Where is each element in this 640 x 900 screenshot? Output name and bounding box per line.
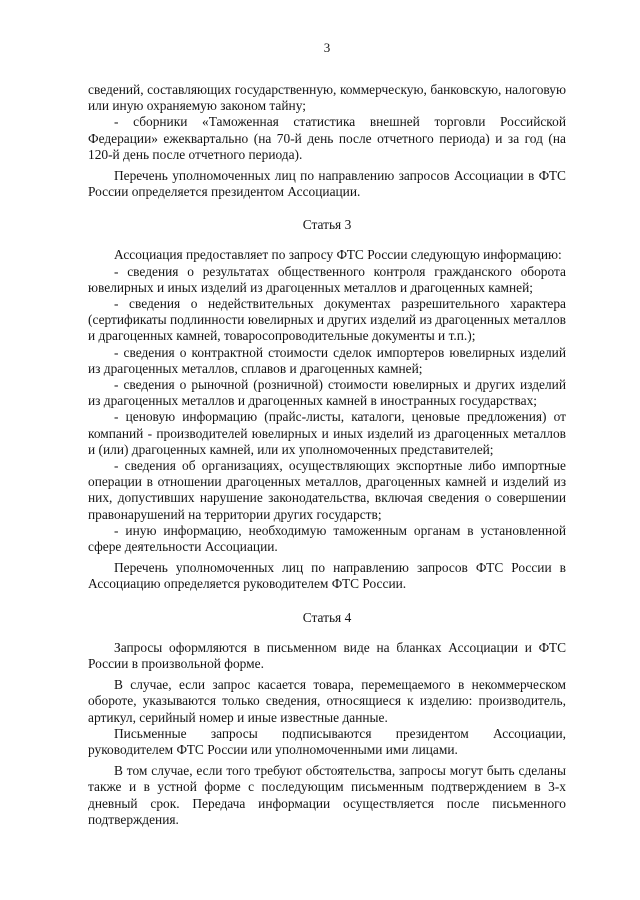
article-4-body bbox=[88, 640, 566, 828]
article-4-paragraph-oral-requests: В том случае, если того требуют обстоятельства, запросы могут быть сделаны также и в устной форме с последующим письменным подтверждением в 3-х дневный срок. Передача информации осуществляется после письменного подтверждения. bbox=[88, 763, 566, 827]
article-3-authorized-persons-fts: Перечень уполномоченных лиц по направлению запросов ФТС России в Ассоциацию определяется руководителем ФТС России. bbox=[88, 560, 566, 592]
article-3-item-market-value: - сведения о рыночной (розничной) стоимости ювелирных и других изделий из драгоценных металлов и драгоценных камней в иностранных государствах; bbox=[88, 377, 566, 409]
article-3-item-invalid-documents: - сведения о недействительных документах разрешительного характера (сертификаты подлинности ювелирных и других изделий из драгоценных металлов и драгоценных камней, товаросопроводительные документы и т.п.); bbox=[88, 296, 566, 344]
article-4-paragraph-signatures: Письменные запросы подписываются президентом Ассоциации, руководителем ФТС России или уполномоченными ими лицами. bbox=[88, 725, 566, 757]
article-3-item-price-info: - ценовую информацию (прайс-листы, каталоги, ценовые предложения) от компаний - производителей ювелирных и иных изделий из драгоценных металлов и (или) драгоценных камней, или их уполномоченных представителей; bbox=[88, 409, 566, 457]
page-number: 3 bbox=[323, 40, 331, 55]
article-3-heading: Статья 3 bbox=[302, 217, 352, 233]
article-3-item-contract-value: - сведения о контрактной стоимости сделок импортеров ювелирных изделий из драгоценных металлов, сплавов и драгоценных камней; bbox=[88, 344, 566, 376]
paragraph-continuation: сведений, составляющих государственную, коммерческую, банковскую, налоговую или иную охраняемую законом тайну; bbox=[88, 82, 566, 114]
article-4-paragraph-form: Запросы оформляются в письменном виде на бланках Ассоциации и ФТС России в произвольной форме. bbox=[88, 639, 566, 671]
article-3-item-other-info: - иную информацию, необходимую таможенным органам в установленной сфере деятельности Ассоциации. bbox=[88, 522, 566, 555]
document-page bbox=[88, 40, 566, 828]
article-3-intro: Ассоциация предоставляет по запросу ФТС России следующую информацию: bbox=[114, 247, 562, 263]
article-4-heading: Статья 4 bbox=[302, 609, 352, 625]
section-top bbox=[88, 82, 566, 200]
paragraph-authorized-persons-association: Перечень уполномоченных лиц по направлению запросов Ассоциации в ФТС России определяется президентом Ассоциации. bbox=[88, 168, 566, 200]
article-4-paragraph-noncommercial: В случае, если запрос касается товара, перемещаемого в некоммерческом обороте, указываются только сведения, относящиеся к изделию: производитель, артикул, серийный номер и иные известные данные. bbox=[88, 677, 566, 725]
article-3-item-organizations: - сведения об организациях, осуществляющих экспортные либо импортные операции в отношении драгоценных металлов, драгоценных камней и изделий из них, допустивших нарушение законодательства, включая сведения о совершении правонарушений на территории других государств; bbox=[88, 458, 566, 522]
article-3-body bbox=[88, 247, 566, 592]
article-3-item-control-results: - сведения о результатах общественного контроля гражданского оборота ювелирных и иных изделий из драгоценных металлов и драгоценных камней; bbox=[88, 263, 566, 295]
list-item-statistics-digest: - сборники «Таможенная статистика внешней торговли Российской Федерации» ежеквартально (на 70-й день после отчетного периода) и за год (на 120-й день после отчетного периода). bbox=[88, 114, 566, 162]
